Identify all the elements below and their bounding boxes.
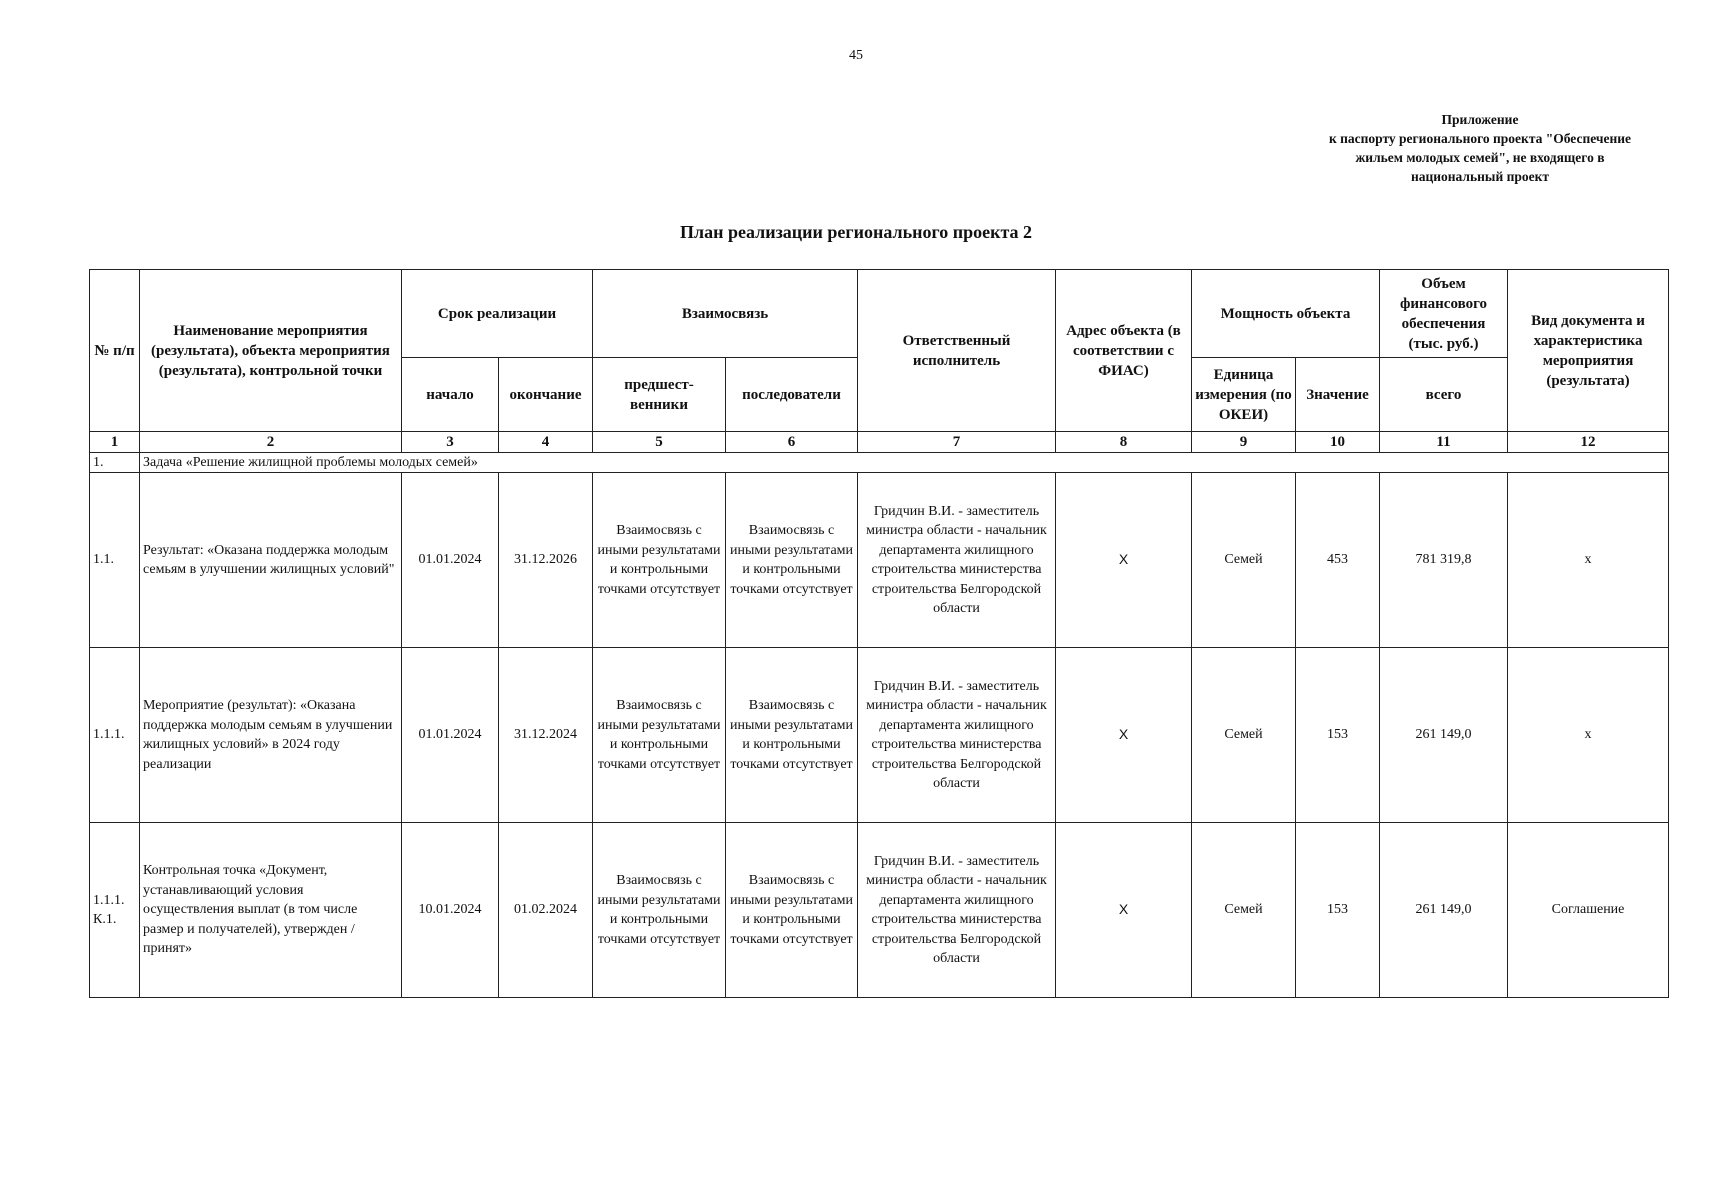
column-number: 3 [402, 432, 499, 453]
header-num: № п/п [90, 270, 140, 432]
row-num: 1.1. [90, 473, 140, 648]
header-responsible: Ответственный исполнитель [858, 270, 1056, 432]
task-row [90, 453, 1669, 473]
row-start: 10.01.2024 [402, 823, 499, 998]
table-row [90, 473, 1669, 648]
column-number: 12 [1508, 432, 1669, 453]
row-unit: Семей [1192, 473, 1296, 648]
header-finance-total: всего [1380, 358, 1508, 432]
row-value: 153 [1296, 648, 1380, 823]
page-number: 45 [849, 48, 863, 63]
row-num: 1.1.1. К.1. [90, 823, 140, 998]
header-unit: Единица измерения (по ОКЕИ) [1192, 358, 1296, 432]
header-name: Наименование мероприятия (результата), объекта мероприятия (результата), контрольной точки [140, 270, 402, 432]
row-address: X [1056, 473, 1192, 648]
column-number: 2 [140, 432, 402, 453]
row-responsible: Гридчин В.И. - заместитель министра области - начальник департамента жилищного строительства министерства строительства Белгородской области [858, 473, 1056, 648]
row-unit: Семей [1192, 648, 1296, 823]
row-value: 453 [1296, 473, 1380, 648]
row-name: Контрольная точка «Документ, устанавливающий условия осуществления выплат (в том числе размер и получателей), утвержден / принят» [140, 823, 402, 998]
appendix-line-2: к паспорту регионального проекта "Обеспечение [1328, 131, 1632, 146]
header-period: Срок реализации [402, 270, 593, 358]
row-doc: x [1508, 648, 1669, 823]
header-address: Адрес объекта (в соответствии с ФИАС) [1056, 270, 1192, 432]
header-successors: последователи [726, 358, 858, 432]
appendix-line-3: жильем молодых семей", не входящего в [1355, 150, 1605, 165]
column-number: 5 [593, 432, 726, 453]
row-predecessors: Взаимосвязь с иными результатами и контрольными точками отсутствует [593, 648, 726, 823]
header-finance: Объем финансового обеспечения (тыс. руб.) [1380, 270, 1508, 358]
header-relation: Взаимосвязь [593, 270, 858, 358]
row-start: 01.01.2024 [402, 648, 499, 823]
row-value: 153 [1296, 823, 1380, 998]
column-number: 11 [1380, 432, 1508, 453]
plan-table [89, 269, 1669, 998]
column-number: 10 [1296, 432, 1380, 453]
row-start: 01.01.2024 [402, 473, 499, 648]
column-number: 4 [499, 432, 593, 453]
appendix-line-1: Приложение [1441, 112, 1519, 127]
header-doc-type: Вид документа и характеристика мероприятия (результата) [1508, 270, 1669, 432]
header-period-start: начало [402, 358, 499, 432]
row-successors: Взаимосвязь с иными результатами и контрольными точками отсутствует [726, 473, 858, 648]
row-address: X [1056, 648, 1192, 823]
row-end: 31.12.2026 [499, 473, 593, 648]
row-finance: 261 149,0 [1380, 823, 1508, 998]
row-predecessors: Взаимосвязь с иными результатами и контрольными точками отсутствует [593, 823, 726, 998]
row-end: 31.12.2024 [499, 648, 593, 823]
header-predecessors: предшест-венники [593, 358, 726, 432]
row-doc: Соглашение [1508, 823, 1669, 998]
row-successors: Взаимосвязь с иными результатами и контрольными точками отсутствует [726, 648, 858, 823]
task-label: Задача «Решение жилищной проблемы молодых семей» [140, 453, 1669, 473]
row-num: 1.1.1. [90, 648, 140, 823]
appendix-line-4: национальный проект [1410, 169, 1550, 184]
column-numbers-row [90, 432, 1669, 453]
task-num: 1. [90, 453, 140, 473]
header-capacity: Мощность объекта [1192, 270, 1380, 358]
row-responsible: Гридчин В.И. - заместитель министра области - начальник департамента жилищного строительства министерства строительства Белгородской области [858, 648, 1056, 823]
column-number: 7 [858, 432, 1056, 453]
header-period-end: окончание [499, 358, 593, 432]
row-unit: Семей [1192, 823, 1296, 998]
row-finance: 261 149,0 [1380, 648, 1508, 823]
document-title: План реализации регионального проекта 2 [679, 222, 1033, 242]
row-responsible: Гридчин В.И. - заместитель министра области - начальник департамента жилищного строительства министерства строительства Белгородской области [858, 823, 1056, 998]
column-number: 8 [1056, 432, 1192, 453]
column-number: 1 [90, 432, 140, 453]
table-row [90, 648, 1669, 823]
header-value: Значение [1296, 358, 1380, 432]
column-number: 9 [1192, 432, 1296, 453]
row-finance: 781 319,8 [1380, 473, 1508, 648]
row-end: 01.02.2024 [499, 823, 593, 998]
row-name: Мероприятие (результат): «Оказана поддержка молодым семьям в улучшении жилищных условий» в 2024 году реализации [140, 648, 402, 823]
row-name: Результат: «Оказана поддержка молодым семьям в улучшении жилищных условий" [140, 473, 402, 648]
row-predecessors: Взаимосвязь с иными результатами и контрольными точками отсутствует [593, 473, 726, 648]
row-address: X [1056, 823, 1192, 998]
appendix-block [1290, 110, 1670, 186]
row-doc: x [1508, 473, 1669, 648]
column-number: 6 [726, 432, 858, 453]
row-successors: Взаимосвязь с иными результатами и контрольными точками отсутствует [726, 823, 858, 998]
table-row [90, 823, 1669, 998]
